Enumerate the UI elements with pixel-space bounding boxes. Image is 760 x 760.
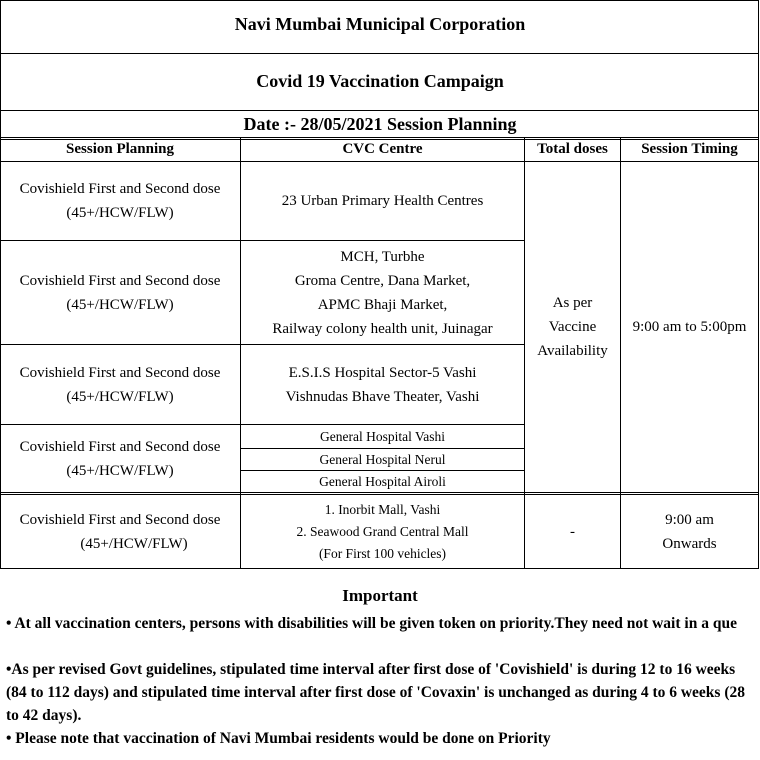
session-type: Covishield First and Second dose [19,272,221,289]
centre-name: APMC Bhaji Market, [317,296,448,313]
session-type: Covishield First and Second dose [19,181,221,197]
session-type: Covishield First and Second dose [19,511,221,528]
centre-cell [241,471,524,492]
session-cell [0,241,240,344]
session-group: (45+/HCW/FLW) [66,205,174,221]
important-point: • At all vaccination centers, persons with disabilities will be given token on priority.They need not wait in a que [6,615,737,632]
org-title: Navi Mumbai Municipal Corporation [234,14,526,34]
campaign-title: Covid 19 Vaccination Campaign [256,71,504,91]
session-cell [0,345,240,424]
doses-merged-cell [525,162,620,492]
centre-name: 1. Inorbit Mall, Vashi [324,501,441,517]
session-group: (45+/HCW/FLW) [66,462,174,479]
doses-line: Availability [537,343,608,359]
centre-name: General Hospital Nerul [319,451,446,467]
centre-name: E.S.I.S Hospital Sector-5 Vashi [288,364,477,381]
centre-name: General Hospital Vashi [320,428,445,444]
timing-cell [621,495,758,568]
doses-cell [525,495,620,568]
doses-line: As per [552,295,593,311]
session-group: (45+/HCW/FLW) [80,535,188,552]
centre-cell [241,241,524,344]
doses-value: - [570,523,575,540]
session-cell [0,425,240,492]
centre-name: Groma Centre, Dana Market, [294,272,471,289]
session-group: (45+/HCW/FLW) [66,388,174,405]
centre-name: (For First 100 vehicles) [318,545,447,561]
timing-line: 9:00 am [665,511,714,528]
centre-cell [241,345,524,424]
centre-cell [241,425,524,448]
date-line: Date :- 28/05/2021 Session Planning [243,114,517,134]
col-header-doses: Total doses [537,141,608,157]
session-type: Covishield First and Second dose [19,438,221,455]
col-header-cvc: CVC Centre [342,141,423,157]
doses-line: Vaccine [548,319,597,335]
session-cell [0,162,240,240]
col-header-timing: Session Timing [641,141,738,157]
centre-name: Vishnudas Bhave Theater, Vashi [285,388,480,405]
session-group: (45+/HCW/FLW) [66,296,174,313]
centre-cell [241,449,524,470]
centre-name: 2. Seawood Grand Central Mall [296,523,469,539]
centre-cell [241,162,524,240]
centre-cell [241,495,524,568]
centre-name: 23 Urban Primary Health Centres [281,193,484,209]
session-cell [0,495,240,568]
centre-name: MCH, Turbhe [340,248,425,265]
col-header-session: Session Planning [66,141,174,157]
centre-name: General Hospital Airoli [319,473,446,489]
centre-name: Railway colony health unit, Juinagar [272,320,493,337]
important-point: •As per revised Govt guidelines, stipulated time interval after first dose of 'Covishield' is during 12 to 16 weeks (84 to 112 days) and stipulated time interval after first dose of 'Covaxin' is unchanged as during 4 to 6 weeks (28 to 42 days). [6,661,745,724]
important-point: • Please note that vaccination of Navi Mumbai residents would be done on Priority [6,730,551,747]
timing-line: Onwards [662,535,717,552]
important-heading: Important [342,586,418,605]
timing-text: 9:00 am to 5:00pm [632,319,747,335]
session-type: Covishield First and Second dose [19,364,221,381]
timing-merged-cell [621,162,758,492]
